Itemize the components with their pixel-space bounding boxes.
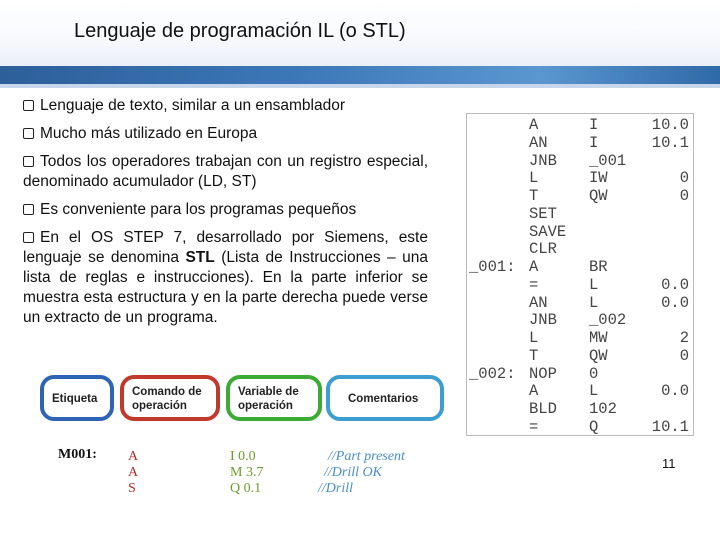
checkbox-bullet-icon xyxy=(23,128,34,139)
stl-program-listing xyxy=(466,113,694,436)
stl-operator: = xyxy=(529,417,539,436)
stl-listing-row xyxy=(467,382,693,400)
stl-listing-row xyxy=(467,347,693,365)
stl-operand: MW xyxy=(589,329,608,347)
statement-comment: //Part present xyxy=(328,449,405,464)
stl-operand: _001 xyxy=(589,151,627,170)
slide-title: Lenguaje de programación IL (o STL) xyxy=(74,20,406,42)
header-comentarios: Comentarios xyxy=(326,375,444,421)
stl-value: 0.0 xyxy=(661,275,689,294)
stl-listing-row xyxy=(467,169,693,187)
stl-value: 0 xyxy=(679,346,689,365)
stl-listing-row xyxy=(467,223,693,241)
header-variable: Variable de operación xyxy=(226,375,322,421)
stl-value: 2 xyxy=(679,329,689,347)
stl-listing-row xyxy=(467,294,693,312)
stl-operator: SET xyxy=(529,204,557,223)
bullet-text: Es conveniente para los programas pequeños xyxy=(40,201,357,218)
stl-operand: BR xyxy=(589,258,608,276)
stl-operand: Q xyxy=(589,417,599,436)
stl-operand: L xyxy=(589,275,599,294)
stl-operator: AN xyxy=(529,133,548,152)
checkbox-bullet-icon xyxy=(23,204,34,215)
stl-listing-row xyxy=(467,258,693,276)
stl-value: 10.1 xyxy=(651,417,689,436)
stl-listing-row xyxy=(467,134,693,152)
bullet-text: Lenguaje de texto, similar a un ensamblador xyxy=(40,97,346,114)
stl-operator: AN xyxy=(529,293,548,312)
stl-operator: JNB xyxy=(529,311,557,330)
statement-op: S xyxy=(128,481,136,496)
bullet-item xyxy=(23,228,428,328)
stl-operand: _002 xyxy=(589,311,627,330)
stl-operator: A xyxy=(529,382,539,401)
stl-listing-row xyxy=(467,276,693,294)
bullet-item xyxy=(23,152,428,192)
stl-operand: IW xyxy=(589,169,608,188)
statement-var: M 3.7 xyxy=(230,465,264,480)
stl-value: 0 xyxy=(679,169,689,188)
stl-operator: T xyxy=(529,346,539,365)
stl-listing-row xyxy=(467,205,693,223)
statement-var: I 0.0 xyxy=(230,449,256,464)
stl-operator: T xyxy=(529,187,539,205)
stl-structure-diagram xyxy=(36,366,450,508)
stl-listing-row xyxy=(467,418,693,436)
bullet-text-bold: STL xyxy=(185,249,215,266)
stl-operator: A xyxy=(529,116,539,134)
stl-value: 10.0 xyxy=(651,116,689,134)
stl-listing-row xyxy=(467,116,693,134)
stl-operator: L xyxy=(529,329,539,347)
bullet-item xyxy=(23,96,428,116)
stl-operator: A xyxy=(529,258,539,276)
stl-operand: 0 xyxy=(589,364,599,383)
statement-op: A xyxy=(128,449,139,464)
stl-value: 0.0 xyxy=(661,293,689,312)
stl-operand: QW xyxy=(589,346,608,365)
stl-operand: L xyxy=(589,382,599,401)
statement-var: Q 0.1 xyxy=(230,481,262,496)
stl-value: 0.0 xyxy=(661,382,689,401)
bullet-text-post: (Lista de Instrucciones – una lista de reglas e instrucciones). En la parte inferior se muestra esta estructura y en la parte derecha puede verse un extracto de un programa. xyxy=(23,249,428,326)
header-accent-bar xyxy=(0,66,720,84)
header-etiqueta: Etiqueta xyxy=(40,375,114,421)
bullet-item xyxy=(23,200,428,220)
stl-listing-row xyxy=(467,240,693,258)
checkbox-bullet-icon xyxy=(23,100,34,111)
stl-operand: QW xyxy=(589,187,608,205)
page-number: 11 xyxy=(662,456,676,471)
stl-operand: I xyxy=(589,133,599,152)
stl-listing-row xyxy=(467,329,693,347)
header-accent-line xyxy=(0,84,720,88)
stl-operator: JNB xyxy=(529,151,557,170)
stl-operand: 102 xyxy=(589,400,617,418)
stl-operand: I xyxy=(589,116,599,134)
stl-operator: SAVE xyxy=(529,222,567,241)
bullet-list xyxy=(23,96,428,336)
statement-comment: //Drill OK xyxy=(324,465,382,480)
stl-value: 0 xyxy=(679,187,689,205)
stl-operator: = xyxy=(529,275,539,294)
stl-listing-row xyxy=(467,152,693,170)
statement-comment: //Drill xyxy=(318,481,354,496)
statement-label: M001: xyxy=(58,447,97,462)
stl-listing-row xyxy=(467,187,693,205)
stl-label: _002: xyxy=(469,364,516,383)
stl-operator: L xyxy=(529,169,539,188)
header-comando: Comando de operación xyxy=(120,375,220,421)
stl-operator: NOP xyxy=(529,364,557,383)
statement-op: A xyxy=(128,465,139,480)
stl-listing-row xyxy=(467,400,693,418)
stl-operand: L xyxy=(589,293,599,312)
stl-listing-row xyxy=(467,311,693,329)
bullet-text: Mucho más utilizado en Europa xyxy=(40,125,258,142)
bullet-text: Todos los operadores trabajan con un registro especial, denominado acumulador (LD, ST) xyxy=(23,153,428,190)
bullet-item xyxy=(23,124,428,144)
stl-value: 10.1 xyxy=(651,133,689,152)
bullet-text-pre: En el OS STEP 7, desarrollado por Siemens, este lenguaje se denomina xyxy=(23,229,428,266)
stl-label: _001: xyxy=(469,258,516,276)
checkbox-bullet-icon xyxy=(23,232,34,243)
stl-listing-row xyxy=(467,365,693,383)
stl-operator: CLR xyxy=(529,240,557,259)
stl-operator: BLD xyxy=(529,400,557,418)
checkbox-bullet-icon xyxy=(23,156,34,167)
